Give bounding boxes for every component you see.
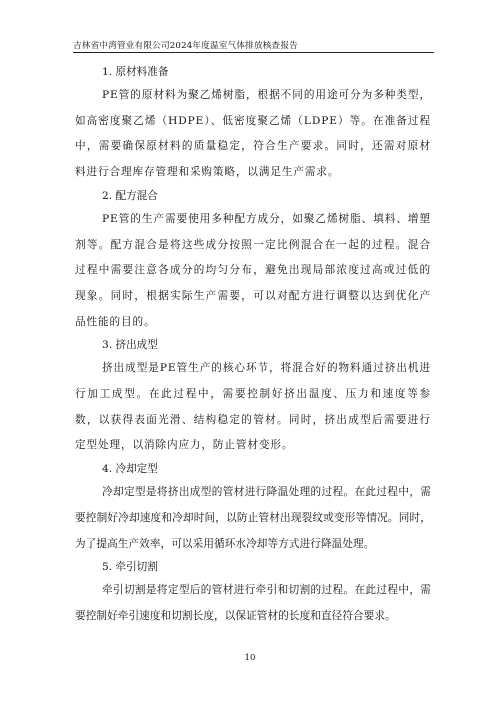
section-heading-formula-mixing: 2. 配方混合 [102, 189, 158, 202]
section-paragraph-cooling: 冷却定型是将挤出成型的管材进行降温处理的过程。在此过程中，需要控制好冷却速度和冷却时间，以防止管材出现裂纹或变形等情况。同时，为了提高生产效率，可以采用循环水冷却等方式进行降温处理。 [75, 486, 431, 550]
section-paragraph-extrusion: 挤出成型是PE管生产的核心环节，将混合好的物料通过挤出机进行加工成型。在此过程中，需要控制好挤出温度、压力和速度等参数，以获得表面光滑、结构稳定的管材。同时，挤出成型后需要进行定型处理，以消除内应力，防止管材变形。 [75, 362, 431, 452]
document-body [75, 61, 431, 633]
section-heading-cooling: 4. 冷却定型 [102, 463, 158, 476]
section-paragraph-traction-cutting: 牵引切割是将定型后的管材进行牵引和切割的过程。在此过程中，需要控制好牵引速度和切割长度，以保证管材的长度和直径符合要求。 [75, 584, 431, 622]
section-heading-traction-cutting: 5. 牵引切割 [102, 561, 158, 574]
section-paragraph-formula-mixing: PE管的生产需要使用多种配方成分，如聚乙烯树脂、填料、增塑剂等。配方混合是将这些成分按照一定比例混合在一起的过程。混合过程中需要注意各成分的均匀分布，避免出现局部浓度过高或过低的现象。同时，根据实际生产需要，可以对配方进行调整以达到优化产品性能的目的。 [75, 212, 431, 328]
section-heading-extrusion: 3. 挤出成型 [102, 339, 158, 352]
section-paragraph-raw-materials: PE管的原材料为聚乙烯树脂，根据不同的用途可分为多种类型，如高密度聚乙烯（HDPE）、低密度聚乙烯（LDPE）等。在准备过程中，需要确保原材料的质量稳定，符合生产要求。同时，还需对原材料进行合理库存管理和采购策略，以满足生产需求。 [75, 89, 431, 179]
header-rule [73, 52, 434, 53]
section-heading-raw-materials: 1. 原材料准备 [102, 66, 169, 78]
page-number: 10 [244, 653, 256, 663]
running-header: 吉林省中湾管业有限公司2024年度温室气体排放核查报告 [73, 41, 298, 51]
